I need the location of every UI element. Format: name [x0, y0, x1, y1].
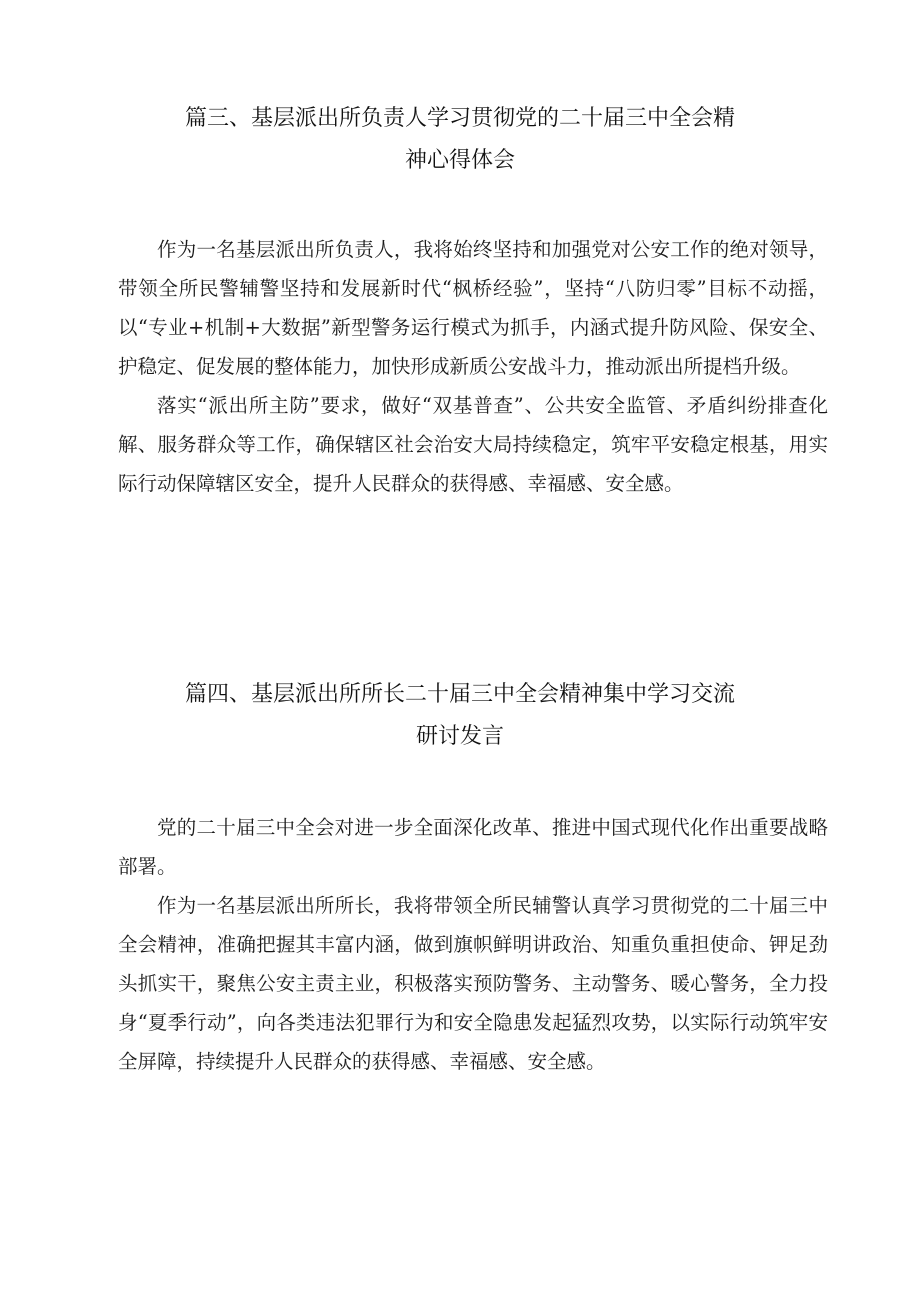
section3-title [0, 98, 920, 182]
section3-paragraph-2: 落实“派出所主防”要求，做好“双基普查”、公共安全监管、矛盾纠纷排查化解、服务群众等工作，确保辖区社会治安大局持续稳定，筑牢平安稳定根基，用实际行动保障辖区安全，提升人民群众的获得感、幸福感、安全感。 [118, 394, 828, 495]
section3-title-line1: 篇三、基层派出所负责人学习贯彻党的二十届三中全会精 [184, 106, 735, 131]
section4-title [0, 674, 920, 758]
section4-title-line2: 研讨发言 [415, 724, 504, 749]
section4-body [118, 808, 828, 1081]
section3-title-line2: 神心得体会 [404, 148, 515, 173]
section3-paragraph-1: 作为一名基层派出所负责人，我将始终坚持和加强党对公安工作的绝对领导，带领全所民警辅警坚持和发展新时代“枫桥经验”，坚持“八防归零”目标不动摇，以“专业+机制+大数据”新型警务运行模式为抓手，内涵式提升防风险、保安全、护稳定、促发展的整体能力，加快形成新质公安战斗力，推动派出所提档升级。 [118, 238, 828, 378]
section4-paragraph-2: 作为一名基层派出所所长，我将带领全所民辅警认真学习贯彻党的二十届三中全会精神，准确把握其丰富内涵，做到旗帜鲜明讲政治、知重负重担使命、钾足劲头抓实干，聚焦公安主责主业，积极落实预防警务、主动警务、暖心警务，全力投身“夏季行动”，向各类违法犯罪行为和安全隐患发起猛烈攻势，以实际行动筑牢安全屏障，持续提升人民群众的获得感、幸福感、安全感。 [118, 894, 828, 1073]
section4-title-line1: 篇四、基层派出所所长二十届三中全会精神集中学习交流 [184, 682, 735, 707]
section3-body [118, 230, 828, 503]
section4-paragraph-1: 党的二十届三中全会对进一步全面深化改革、推进中国式现代化作出重要战略部署。 [118, 816, 828, 878]
